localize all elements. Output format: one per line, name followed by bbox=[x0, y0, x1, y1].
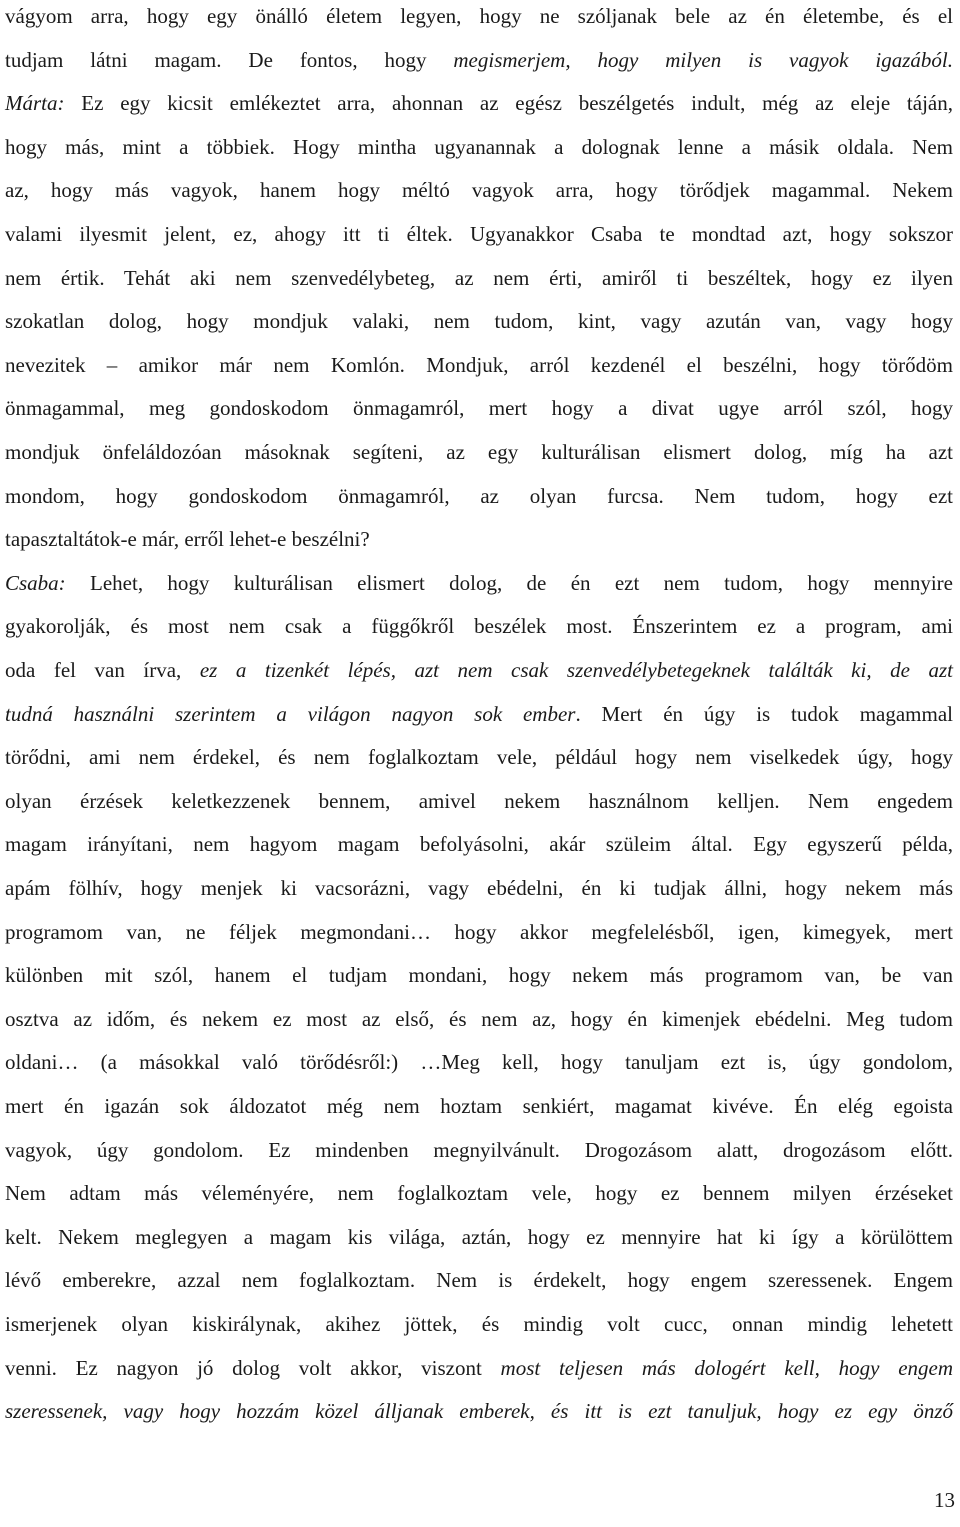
text-line bbox=[5, 916, 953, 948]
text-line bbox=[5, 1134, 953, 1166]
text-line bbox=[5, 174, 953, 206]
text-run: apám fölhív, hogy menjek ki vacsorázni, vagy ebédelni, én ki tudjak állni, hogy nekem más bbox=[5, 876, 953, 900]
text-run: törődni, ami nem érdekel, és nem foglalkoztam vele, például hogy nem viselkedek úgy, hogy bbox=[5, 745, 953, 770]
text-run: mondjuk önfeláldozóan másoknak segíteni, az egy kulturálisan elismert dolog, míg ha azt bbox=[5, 440, 953, 464]
text-run: kelt. Nekem meglegyen a magam kis világa, aztán, hogy ez mennyire hat ki így a körülöttem bbox=[5, 1224, 953, 1249]
text-line bbox=[5, 1395, 953, 1427]
text-line bbox=[5, 872, 953, 904]
text-line bbox=[5, 698, 953, 730]
text-run: lévő emberekre, azzal nem foglalkoztam. Nem is érdekelt, hogy engem szeressenek. Engem bbox=[5, 1268, 953, 1293]
text-run: oda fel van írva, bbox=[5, 658, 200, 682]
text-run: mert én igazán sok áldozatot még nem hoztam senkiért, magamat kivéve. Én elég egoista bbox=[5, 1094, 953, 1118]
text-line bbox=[5, 0, 953, 32]
text-run: tudjam látni magam. De fontos, hogy bbox=[5, 47, 454, 72]
text-run: az, hogy más vagyok, hanem hogy méltó vagyok arra, hogy törődjek magammal. Nekem bbox=[5, 178, 953, 203]
italic-text: most teljesen más dologért kell, hogy engem bbox=[500, 1355, 953, 1380]
text-line bbox=[5, 959, 953, 991]
text-line bbox=[5, 610, 953, 642]
text-run: vágyom arra, hogy egy önálló életem legyen, hogy ne szóljanak bele az én életembe, és el bbox=[5, 4, 953, 28]
text-line bbox=[5, 44, 953, 76]
text-line bbox=[5, 218, 953, 250]
text-line bbox=[5, 436, 953, 468]
text-line bbox=[5, 349, 953, 381]
text-run: önmagammal, meg gondoskodom önmagamról, mert hogy a divat ugye arról szól, hogy bbox=[5, 396, 953, 421]
text-line bbox=[5, 131, 953, 163]
text-line bbox=[5, 1046, 953, 1078]
text-line bbox=[5, 1264, 953, 1296]
text-run: . Mert én úgy is tudok magammal bbox=[575, 701, 953, 726]
text-run: Nem adtam más véleményére, nem foglalkoztam vele, hogy ez bennem milyen érzéseket bbox=[5, 1181, 953, 1206]
text-run: programom van, ne féljek megmondani… hogy akkor megfelelésből, igen, kimegyek, mert bbox=[5, 919, 953, 944]
italic-text: Márta: bbox=[5, 91, 65, 116]
text-run: osztva az időm, és nekem ez most az első, és nem az, hogy én kimenjek ebédelni. Meg tudom bbox=[5, 1006, 953, 1031]
text-line bbox=[5, 480, 953, 512]
text-line bbox=[5, 1177, 953, 1209]
text-run: magam irányítani, nem hagyom magam befolyásolni, akár szüleim által. Egy egyszerű példa, bbox=[5, 832, 953, 857]
text-run: szokatlan dolog, hogy mondjuk valaki, nem tudom, kint, vagy azután van, vagy hogy bbox=[5, 309, 953, 334]
text-line bbox=[5, 392, 953, 424]
italic-text: szeressenek, vagy hogy hozzám közel álljanak emberek, és itt is ezt tanuljuk, hogy ez egy önző bbox=[5, 1399, 953, 1424]
text-run: ismerjenek olyan kiskirálynak, akihez jöttek, és mindig volt cucc, onnan mindig lehetett bbox=[5, 1312, 953, 1336]
text-line bbox=[5, 262, 953, 294]
text-line bbox=[5, 1352, 953, 1384]
text-run: venni. Ez nagyon jó dolog volt akkor, viszont bbox=[5, 1355, 501, 1380]
text-line bbox=[5, 828, 953, 860]
text-line bbox=[5, 741, 953, 773]
text-line bbox=[5, 785, 953, 817]
text-run: különben mit szól, hanem el tudjam mondani, hogy nekem más programom van, be van bbox=[5, 963, 953, 988]
text-run: nem értik. Tehát aki nem szenvedélybeteg, az nem érti, amiről ti beszéltek, hogy ez ilyen bbox=[5, 265, 953, 290]
text-line bbox=[5, 1090, 953, 1122]
text-run: nevezitek – amikor már nem Komlón. Mondjuk, arról kezdenél el beszélni, hogy törődöm bbox=[5, 352, 953, 377]
text-run: tapasztaltátok-e már, erről lehet-e beszélni? bbox=[5, 527, 370, 552]
text-line bbox=[5, 1221, 953, 1253]
italic-text: megismerjem, hogy milyen is vagyok igazából. bbox=[453, 47, 953, 72]
text-line bbox=[5, 523, 953, 555]
text-run: gyakorolják, és most nem csak a függőkről beszélek most. Énszerintem ez a program, ami bbox=[5, 614, 953, 639]
text-run: mondom, hogy gondoskodom önmagamról, az olyan furcsa. Nem tudom, hogy ezt bbox=[5, 483, 953, 508]
text-run: oldani… (a másokkal való törődésről:) …Meg kell, hogy tanuljam ezt is, úgy gondolom, bbox=[5, 1050, 953, 1075]
text-line bbox=[5, 87, 953, 119]
text-run: vagyok, úgy gondolom. Ez mindenben megnyilvánult. Drogozásom alatt, drogozásom előtt. bbox=[5, 1137, 953, 1162]
page-number: 13 bbox=[934, 1488, 955, 1512]
text-line bbox=[5, 305, 953, 337]
text-line bbox=[5, 1308, 953, 1340]
text-line bbox=[5, 1003, 953, 1035]
text-run: hogy más, mint a többiek. Hogy mintha ugyanannak a dolognak lenne a másik oldala. Nem bbox=[5, 134, 953, 159]
text-line bbox=[5, 654, 953, 686]
text-run: Ez egy kicsit emlékeztet arra, ahonnan az egész beszélgetés indult, még az eleje táján, bbox=[64, 91, 953, 116]
text-run: valami ilyesmit jelent, ez, ahogy itt ti éltek. Ugyanakkor Csaba te mondtad azt, hogy sokszor bbox=[5, 222, 953, 246]
text-run: olyan érzések keletkezzenek bennem, amivel nekem használnom kelljen. Nem engedem bbox=[5, 788, 953, 813]
text-run: Lehet, hogy kulturálisan elismert dolog, de én ezt nem tudom, hogy mennyire bbox=[65, 570, 953, 595]
italic-text: ez a tizenkét lépés, azt nem csak szenvedélybetegeknek találták ki, de azt bbox=[199, 658, 953, 682]
text-line bbox=[5, 567, 953, 599]
italic-text: tudná használni szerintem a világon nagyon sok ember bbox=[5, 701, 576, 726]
italic-text: Csaba: bbox=[5, 570, 66, 595]
